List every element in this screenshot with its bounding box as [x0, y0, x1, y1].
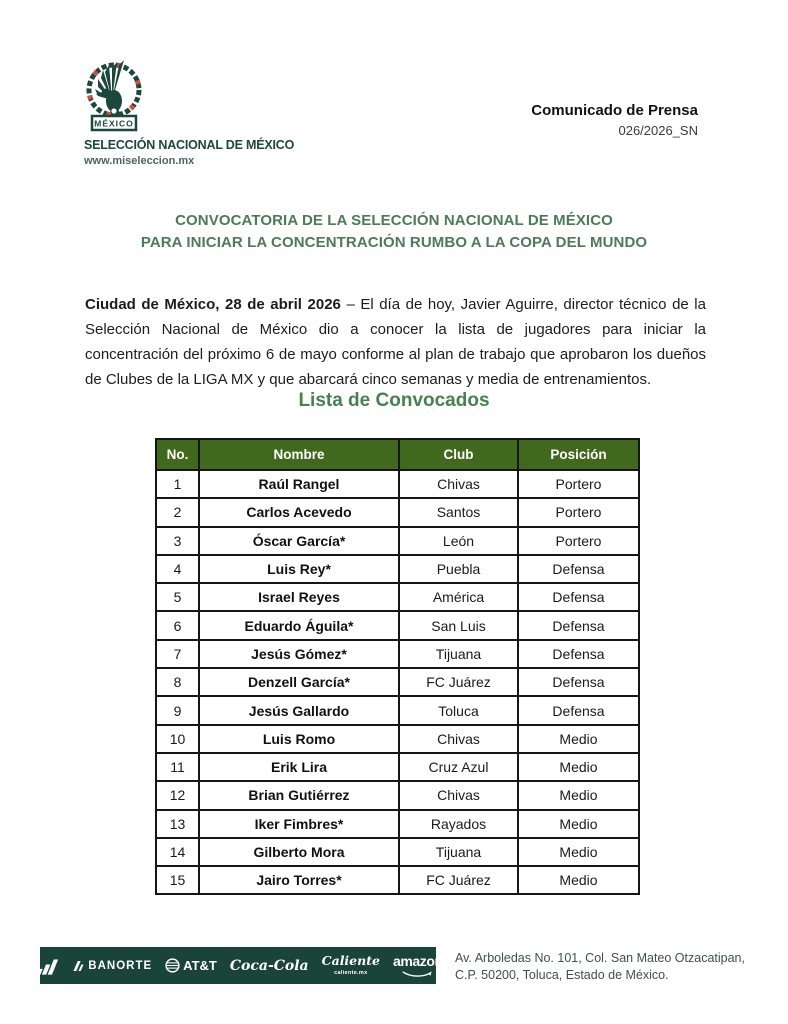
- document-title-line1: CONVOCATORIA DE LA SELECCIÓN NACIONAL DE MÉXICO: [175, 212, 613, 229]
- player-no: 14: [156, 838, 199, 866]
- table-row: [156, 668, 639, 696]
- player-position: Portero: [518, 470, 639, 498]
- press-release-label: Comunicado de Prensa: [531, 102, 698, 119]
- caliente-url: caliente.mx: [334, 970, 368, 976]
- player-club: Tijuana: [399, 640, 518, 668]
- player-club: Chivas: [399, 725, 518, 753]
- player-no: 2: [156, 498, 199, 526]
- org-block: [84, 138, 294, 167]
- banorte-icon: [72, 960, 85, 972]
- player-club: Tijuana: [399, 838, 518, 866]
- player-name: Raúl Rangel: [199, 470, 399, 498]
- press-info-block: [531, 102, 698, 138]
- player-no: 10: [156, 725, 199, 753]
- player-club: FC Juárez: [399, 668, 518, 696]
- player-no: 15: [156, 866, 199, 894]
- player-no: 1: [156, 470, 199, 498]
- table-row: [156, 810, 639, 838]
- table-row: [156, 838, 639, 866]
- table-header-row: [156, 439, 639, 470]
- dateline: Ciudad de México, 28 de abril 2026: [85, 296, 341, 313]
- player-no: 8: [156, 668, 199, 696]
- player-club: Chivas: [399, 470, 518, 498]
- banorte-wordmark: BANORTE: [88, 959, 153, 972]
- player-name: Luis Rey*: [199, 555, 399, 583]
- column-header-position: Posición: [518, 439, 639, 470]
- adidas-logo-icon: [33, 957, 59, 975]
- player-club: Chivas: [399, 781, 518, 809]
- lead-paragraph: [85, 292, 706, 392]
- table-row: [156, 470, 639, 498]
- column-header-club: Club: [399, 439, 518, 470]
- player-position: Defensa: [518, 640, 639, 668]
- player-club: Rayados: [399, 810, 518, 838]
- player-position: Defensa: [518, 668, 639, 696]
- players-table: [155, 438, 640, 895]
- player-position: Medio: [518, 725, 639, 753]
- table-row: [156, 866, 639, 894]
- player-position: Medio: [518, 838, 639, 866]
- press-release-number: 026/2026_SN: [618, 123, 698, 138]
- mexico-federation-crest-logo: [86, 56, 142, 136]
- column-header-name: Nombre: [199, 439, 399, 470]
- table-row: [156, 753, 639, 781]
- list-heading: Lista de Convocados: [298, 390, 490, 411]
- caliente-logo: [321, 952, 380, 977]
- player-name: Denzell García*: [199, 668, 399, 696]
- player-club: Toluca: [399, 696, 518, 724]
- player-position: Medio: [518, 810, 639, 838]
- table-row: [156, 696, 639, 724]
- table-row: [156, 725, 639, 753]
- table-row: [156, 640, 639, 668]
- org-name: SELECCIÓN NACIONAL DE MÉXICO: [84, 138, 295, 152]
- player-name: Jesús Gómez*: [199, 640, 399, 668]
- caliente-wordmark: Caliente: [321, 952, 380, 968]
- table-row: [156, 781, 639, 809]
- lead-text: – El día de hoy, Javier Aguirre, director técnico de la Selección Nacional de México dio a conocer la lista de jugadores para iniciar la concentración del próximo 6 de mayo conforme al plan de trabajo que aprobaron los dueños de Clubes de la LIGA MX y que abarcará cinco semanas y media de entrenamientos.: [85, 296, 706, 388]
- player-name: Jairo Torres*: [199, 866, 399, 894]
- player-no: 4: [156, 555, 199, 583]
- table-row: [156, 527, 639, 555]
- address-line2: C.P. 50200, Toluca, Estado de México.: [455, 968, 669, 982]
- player-no: 11: [156, 753, 199, 781]
- player-club: América: [399, 583, 518, 611]
- player-no: 12: [156, 781, 199, 809]
- player-position: Portero: [518, 498, 639, 526]
- footer-address: [455, 950, 745, 984]
- coca-cola-logo: Coca-Cola: [229, 957, 309, 974]
- player-name: Luis Romo: [199, 725, 399, 753]
- player-position: Defensa: [518, 555, 639, 583]
- crest-label: MÉXICO: [94, 118, 134, 129]
- player-no: 5: [156, 583, 199, 611]
- amazon-wordmark: amazon: [392, 952, 443, 969]
- player-no: 6: [156, 611, 199, 639]
- amazon-logo: [393, 954, 443, 978]
- table-row: [156, 583, 639, 611]
- table-row: [156, 555, 639, 583]
- player-name: Iker Fimbres*: [199, 810, 399, 838]
- player-no: 13: [156, 810, 199, 838]
- player-no: 9: [156, 696, 199, 724]
- player-no: 7: [156, 640, 199, 668]
- column-header-no: No.: [156, 439, 199, 470]
- player-name: Jesús Gallardo: [199, 696, 399, 724]
- att-wordmark: AT&T: [183, 958, 217, 973]
- players-table-body: [156, 470, 639, 894]
- att-logo: [165, 958, 217, 973]
- table-row: [156, 611, 639, 639]
- player-club: León: [399, 527, 518, 555]
- player-club: Santos: [399, 498, 518, 526]
- player-position: Defensa: [518, 583, 639, 611]
- banorte-logo: [72, 960, 152, 972]
- player-name: Brian Gutiérrez: [199, 781, 399, 809]
- player-club: Cruz Azul: [399, 753, 518, 781]
- player-name: Eduardo Águila*: [199, 611, 399, 639]
- player-name: Israel Reyes: [199, 583, 399, 611]
- player-position: Medio: [518, 781, 639, 809]
- amazon-smile-icon: [401, 971, 435, 978]
- player-name: Erik Lira: [199, 753, 399, 781]
- address-line1: Av. Arboledas No. 101, Col. San Mateo Otzacatipan,: [455, 951, 745, 965]
- player-position: Defensa: [518, 696, 639, 724]
- player-position: Defensa: [518, 611, 639, 639]
- player-position: Medio: [518, 866, 639, 894]
- org-website-url: www.miseleccion.mx: [84, 155, 195, 167]
- player-no: 3: [156, 527, 199, 555]
- player-club: Puebla: [399, 555, 518, 583]
- document-title-line2: PARA INICIAR LA CONCENTRACIÓN RUMBO A LA COPA DEL MUNDO: [140, 234, 648, 251]
- player-name: Gilberto Mora: [199, 838, 399, 866]
- sponsor-bar: [40, 947, 443, 984]
- player-position: Medio: [518, 753, 639, 781]
- player-name: Óscar García*: [199, 527, 399, 555]
- player-name: Carlos Acevedo: [199, 498, 399, 526]
- att-globe-icon: [165, 958, 180, 973]
- document-title: [0, 210, 788, 254]
- player-club: FC Juárez: [399, 866, 518, 894]
- table-row: [156, 498, 639, 526]
- player-club: San Luis: [399, 611, 518, 639]
- player-position: Portero: [518, 527, 639, 555]
